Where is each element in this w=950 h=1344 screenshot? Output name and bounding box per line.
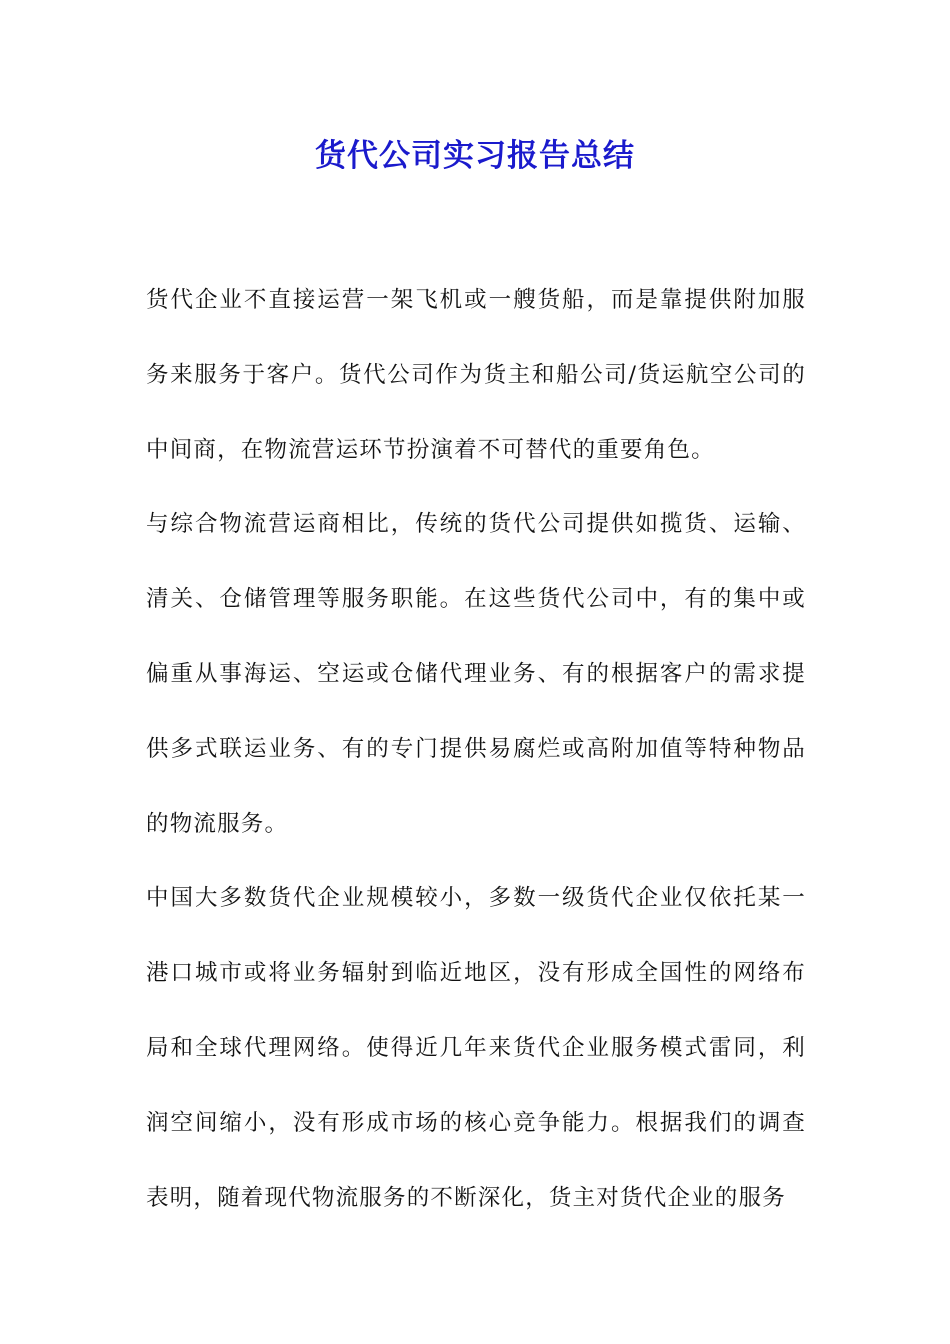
paragraph-2: 与综合物流营运商相比，传统的货代公司提供如揽货、运输、清关、仓储管理等服务职能。在这些货代公司中，有的集中或偏重从事海运、空运或仓储代理业务、有的根据客户的需求提供多式联运业务、有的专门提供易腐烂或高附加值等特种物品的物流服务。	[146, 511, 806, 837]
document-body	[146, 263, 806, 1235]
paragraph-1: 货代企业不直接运营一架飞机或一艘货船，而是靠提供附加服务来服务于客户。货代公司作为货主和船公司/货运航空公司的中间商，在物流营运环节扮演着不可替代的重要角色。	[146, 287, 806, 463]
document-title: 货代公司实习报告总结	[315, 138, 635, 174]
paragraph-3: 中国大多数货代企业规模较小，多数一级货代企业仅依托某一港口城市或将业务辐射到临近地区，没有形成全国性的网络布局和全球代理网络。使得近几年来货代企业服务模式雷同，利润空间缩小，没有形成市场的核心竞争能力。根据我们的调查表明，随着现代物流服务的不断深化，货主对货代企业的服务	[146, 885, 806, 1211]
